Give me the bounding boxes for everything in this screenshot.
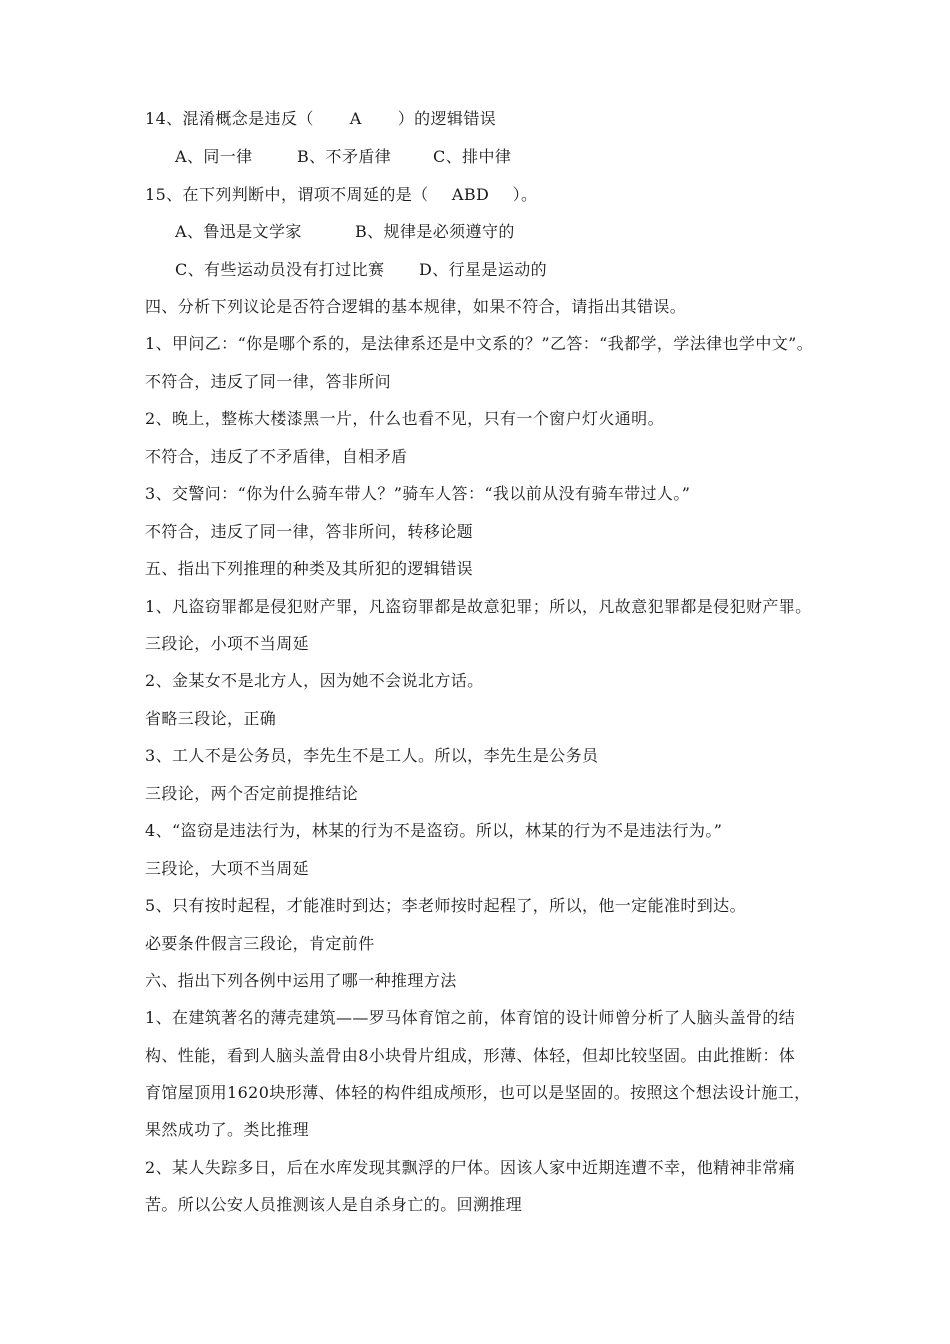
- question-15-options-row1: [175, 221, 515, 243]
- question-15-options-row2: [175, 259, 547, 281]
- question-14-options: [175, 146, 511, 168]
- section-6-item-1-line: 构、性能，看到人脑头盖骨由8小块骨片组成，形薄、体轻，但却比较坚固。由此推断：体: [145, 1046, 796, 1065]
- question-14-answer: A: [349, 109, 362, 128]
- question-15-suffix: ）。: [512, 185, 538, 204]
- section-6-item-1-line: 果然成功了。类比推理: [145, 1120, 310, 1139]
- section-4-item-2-question: 2、晚上，整栋大楼漆黑一片，什么也看不见，只有一个窗户灯火通明。: [145, 409, 664, 428]
- section-4-item-3-question: 3、交警问：“你为什么骑车带人？”骑车人答：“我以前从没有骑车带过人。”: [145, 484, 691, 503]
- section-6-item-2-line: 苦。所以公安人员推测该人是自杀身亡的。回溯推理: [145, 1195, 523, 1214]
- section-5-item-3-question: 3、工人不是公务员，李先生不是工人。所以，李先生是公务员: [145, 746, 599, 765]
- section-4-item-1-question: 1、甲问乙：“你是哪个系的，是法律系还是中文系的？”乙答：“我都学，学法律也学中文”。: [145, 334, 814, 353]
- section-5-item-5-question: 5、只有按时起程，才能准时到达；李老师按时起程了，所以，他一定能准时到达。: [145, 896, 746, 915]
- option: B、不矛盾律: [297, 147, 392, 166]
- question-14: [145, 108, 496, 130]
- section-4-item-2-answer: 不符合，违反了不矛盾律，自相矛盾: [145, 447, 408, 466]
- section-6-item-1-line: 1、在建筑著名的薄壳建筑——罗马体育馆之前，体育馆的设计师曾分析了人脑头盖骨的结: [145, 1008, 796, 1027]
- question-15-answer: ABD: [451, 185, 490, 204]
- section-6-heading: 六、指出下列各例中运用了哪一种推理方法: [145, 971, 457, 990]
- section-5-item-1-answer: 三段论，小项不当周延: [145, 634, 310, 653]
- option: C、有些运动员没有打过比赛: [175, 260, 385, 279]
- option: C、排中律: [433, 147, 512, 166]
- section-5-item-4-answer: 三段论，大项不当周延: [145, 859, 310, 878]
- section-4-item-1-answer: 不符合，违反了同一律，答非所问: [145, 372, 392, 391]
- section-4-heading: 四、分析下列议论是否符合逻辑的基本规律，如果不符合，请指出其错误。: [145, 297, 687, 316]
- option: A、同一律: [175, 147, 253, 166]
- section-5-item-3-answer: 三段论，两个否定前提推结论: [145, 784, 359, 803]
- section-5-item-5-answer: 必要条件假言三段论，肯定前件: [145, 934, 375, 953]
- section-4-item-3-answer: 不符合，违反了同一律，答非所问，转移论题: [145, 522, 474, 541]
- option: B、规律是必须遵守的: [355, 222, 515, 241]
- section-5-heading: 五、指出下列推理的种类及其所犯的逻辑错误: [145, 559, 474, 578]
- section-5-item-4-question: 4、“盗窃是违法行为，林某的行为不是盗窃。所以，林某的行为不是违法行为。”: [145, 821, 723, 840]
- option: A、鲁迅是文学家: [175, 222, 302, 241]
- option: D、行星是运动的: [419, 260, 548, 279]
- section-5-item-1-question: 1、凡盗窃罪都是侵犯财产罪，凡盗窃罪都是故意犯罪；所以，凡故意犯罪都是侵犯财产罪。: [145, 597, 812, 616]
- section-5-item-2-question: 2、金某女不是北方人，因为她不会说北方话。: [145, 671, 484, 690]
- section-6-item-2-line: 2、某人失踪多日，后在水库发现其飘浮的尸体。因该人家中近期连遭不幸，他精神非常痛: [145, 1158, 796, 1177]
- question-14-prefix: 14、混淆概念是违反（: [145, 109, 314, 128]
- section-5-item-2-answer: 省略三段论，正确: [145, 709, 277, 728]
- question-15-prefix: 15、在下列判断中，谓项不周延的是（: [145, 185, 429, 204]
- question-15: [145, 184, 537, 206]
- section-6-item-1-line: 育馆屋顶用1620块形薄、体轻的构件组成颅形，也可以是坚固的。按照这个想法设计施工，: [145, 1083, 811, 1102]
- question-14-suffix: ）的逻辑错误: [397, 109, 497, 128]
